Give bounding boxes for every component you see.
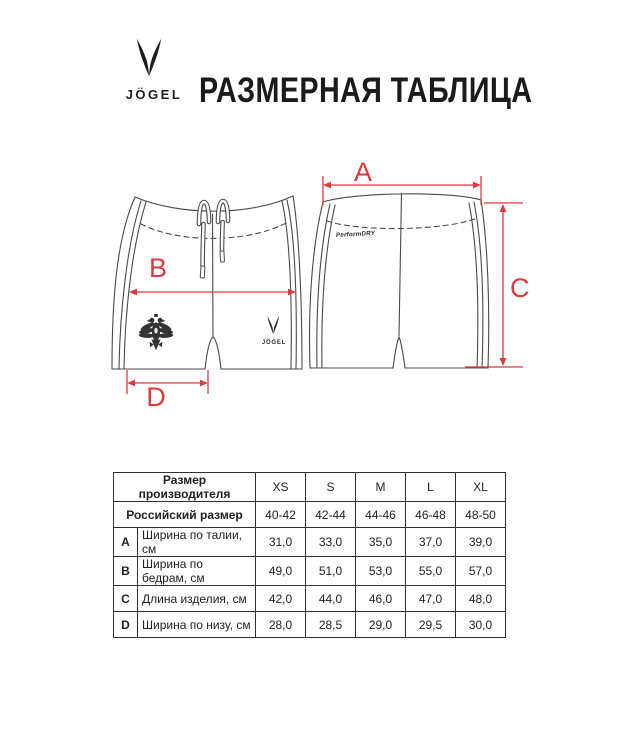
size-cell: 42-44 (306, 502, 356, 528)
mini-logo-wordmark: JÖGEL (261, 340, 287, 346)
shorts-measurement-diagram (0, 140, 624, 475)
size-cell: 40-42 (256, 502, 306, 528)
arrowhead-left-icon (127, 380, 135, 387)
measure-b-label: B (148, 253, 168, 283)
size-cell: XL (456, 473, 506, 502)
value-cell: 47,0 (406, 586, 456, 612)
size-table (113, 472, 506, 638)
measure-c-label: C (510, 273, 530, 303)
value-cell: 29,5 (406, 612, 456, 638)
value-cell: 28,5 (306, 612, 356, 638)
value-cell: 49,0 (256, 557, 306, 586)
measure-a (323, 157, 481, 205)
value-cell: 46,0 (356, 586, 406, 612)
measure-d (127, 370, 208, 412)
row-letter: C (114, 586, 138, 612)
drawstring-aglet (220, 251, 225, 262)
value-cell: 37,0 (406, 528, 456, 557)
russian-size-row (114, 502, 506, 528)
size-cell: 44-46 (356, 502, 406, 528)
arrowhead-right-icon (288, 289, 296, 296)
measure-row-a (114, 528, 506, 557)
value-cell: 42,0 (256, 586, 306, 612)
value-cell: 44,0 (306, 586, 356, 612)
value-cell: 33,0 (306, 528, 356, 557)
back-right-side-stripe (469, 202, 483, 368)
back-left-side-stripe (317, 204, 335, 368)
size-cell: 48-50 (456, 502, 506, 528)
jogel-logo-icon (136, 38, 162, 78)
measure-row-b (114, 557, 506, 586)
back-outline (310, 194, 489, 368)
back-center-seam (399, 193, 402, 336)
arrowhead-right-icon (473, 182, 481, 189)
arrowhead-up-icon (500, 204, 507, 212)
measure-c (465, 203, 530, 367)
size-cell: L (406, 473, 456, 502)
row-letter: D (114, 612, 138, 638)
arrowhead-left-icon (323, 182, 331, 189)
performdry-label: PerformDRY (335, 229, 376, 239)
value-cell: 39,0 (456, 528, 506, 557)
size-cell: XS (256, 473, 306, 502)
size-cell: 46-48 (406, 502, 456, 528)
arrowhead-down-icon (500, 358, 507, 366)
value-cell: 51,0 (306, 557, 356, 586)
measure-a-label: A (353, 157, 373, 187)
front-left-side-stripe (119, 201, 146, 369)
manufacturer-size-row (114, 473, 506, 502)
value-cell: 48,0 (456, 586, 506, 612)
measure-row-c (114, 586, 506, 612)
brand-wordmark: JÖGEL (125, 87, 183, 102)
row-letter: B (114, 557, 138, 586)
value-cell: 35,0 (356, 528, 406, 557)
page-title: РАЗМЕРНАЯ ТАБЛИЦА (199, 71, 533, 111)
row-label: Ширина по талии, см (138, 528, 256, 557)
front-waistband-seam (141, 222, 288, 238)
value-cell: 28,0 (256, 612, 306, 638)
value-cell: 31,0 (256, 528, 306, 557)
value-cell: 53,0 (356, 557, 406, 586)
value-cell: 30,0 (456, 612, 506, 638)
measure-row-d (114, 612, 506, 638)
value-cell: 55,0 (406, 557, 456, 586)
manufacturer-size-label: Размер производителя (114, 473, 256, 502)
jogel-mini-logo-icon (262, 316, 286, 346)
arrowhead-left-icon (129, 289, 137, 296)
back-waistband-seam (327, 218, 477, 229)
row-letter: A (114, 528, 138, 557)
front-shorts-drawing (112, 196, 302, 369)
front-center-seam (213, 214, 214, 336)
value-cell: 29,0 (356, 612, 406, 638)
russian-size-label: Российский размер (114, 502, 256, 528)
arrowhead-right-icon (200, 380, 208, 387)
row-label: Ширина по низу, см (138, 612, 256, 638)
row-label: Длина изделия, см (138, 586, 256, 612)
eagle-emblem-icon (138, 314, 173, 350)
back-shorts-drawing (310, 193, 489, 368)
row-label: Ширина по бедрам, см (138, 557, 256, 586)
drawstring-aglet (200, 266, 205, 278)
measure-d-label: D (146, 382, 166, 412)
drawstring (199, 201, 228, 278)
size-cell: M (356, 473, 406, 502)
value-cell: 57,0 (456, 557, 506, 586)
size-cell: S (306, 473, 356, 502)
